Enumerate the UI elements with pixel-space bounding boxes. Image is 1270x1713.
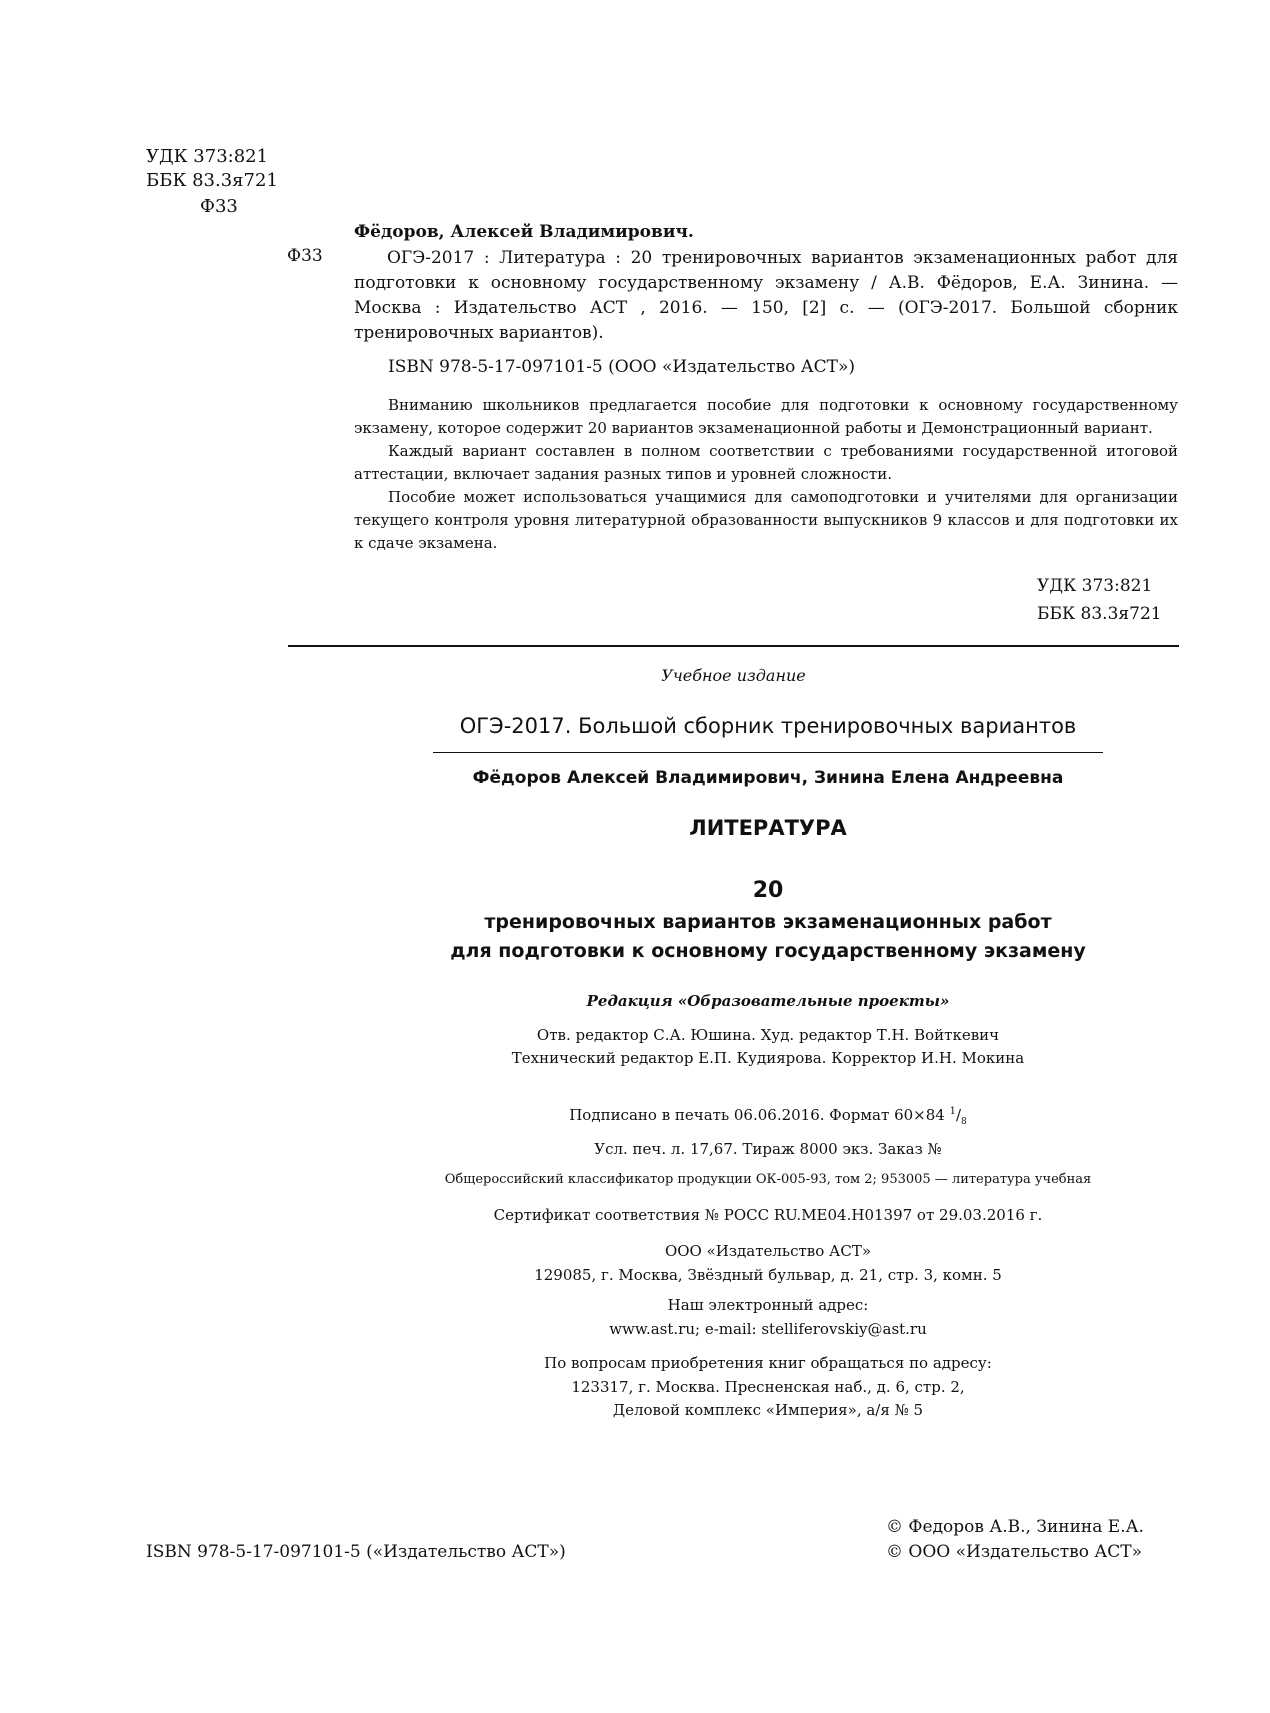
publisher-name: ООО «Издательство АСТ» [664,1242,872,1260]
copyright-authors: © Федоров А.В., Зинина Е.А. [886,1517,1144,1537]
catalog-isbn: ISBN 978-5-17-097101-5 (ООО «Издательство АСТ») [388,357,855,377]
publisher-address: 129085, г. Москва, Звёздный бульвар, д. 21, стр. 3, комн. 5 [534,1266,1002,1284]
editors-line1: Отв. редактор С.А. Юшина. Худ. редактор Т.Н. Войткевич [536,1026,1000,1044]
signed-to-print [433,1106,1103,1127]
imprint-subject: ЛИТЕРАТУРА [689,816,847,840]
email-heading: Наш электронный адрес: [667,1296,869,1314]
format-numerator: 1 [949,1106,956,1117]
imprint-subtitle-line2: для подготовки к основному государственному экзамену [450,940,1086,962]
imprint-subtitle-line1: тренировочных вариантов экзаменационных работ [484,911,1052,933]
catalog-bbk: ББК 83.3я721 [1037,604,1162,624]
annotation-paragraph: Вниманию школьников предлагается пособие для подготовки к основному государственному экзамену, которое содержит 20 вариантов экзаменационной работы и Демонстрационный вариант. [354,396,1178,437]
imprint-authors: Фёдоров Алексей Владимирович, Зинина Елена Андреевна [472,768,1064,788]
bbk-code: ББК 83.3я721 [146,170,278,191]
annotation-paragraph: Каждый вариант составлен в полном соответствии с требованиями государственной итоговой аттестации, включает задания разных типов и уровней сложности. [354,442,1178,483]
series-underline [433,752,1103,753]
author-sign: Ф33 [200,196,238,217]
footer-isbn: ISBN 978-5-17-097101-5 («Издательство АСТ») [146,1542,566,1562]
catalog-description: ОГЭ-2017 : Литература : 20 тренировочных вариантов экзаменационных работ для подготовки к основному государственному экзамену / А.В. Фёдоров, Е.А. Зинина. — Москва : Издательство АСТ , 2016. — 150, [2] с. — (ОГЭ-2017. Большой сборник тренировочных вариантов). [354,248,1178,343]
udk-code: УДК 373:821 [146,146,269,167]
copyright-publisher: © ООО «Издательство АСТ» [886,1542,1142,1562]
orders-address1: 123317, г. Москва. Пресненская наб., д. 6, стр. 2, [571,1378,965,1396]
redaction: Редакция «Образовательные проекты» [586,992,950,1010]
annotation-paragraph: Пособие может использоваться учащимися для самоподготовки и учителями для организации текущего контроля уровня литературной образованности выпускников 9 классов и для подготовки их к сдаче экзамена. [354,488,1178,552]
orders-address2: Деловой комплекс «Империя», а/я № 5 [612,1401,924,1419]
orders-heading: По вопросам приобретения книг обращаться по адресу: [544,1354,992,1372]
certificate: Сертификат соответствия № РОСС RU.МЕ04.Н01397 от 29.03.2016 г. [493,1206,1043,1224]
catalog-sign: Ф33 [287,246,323,266]
editors-line2: Технический редактор Е.П. Кудиярова. Корректор И.Н. Мокина [511,1049,1025,1067]
edition-type: Учебное издание [661,666,806,685]
catalog-author-heading: Фёдоров, Алексей Владимирович. [354,222,694,242]
email-line: www.ast.ru; e-mail: stelliferovskiy@ast.ru [609,1320,927,1338]
product-classifier: Общероссийский классификатор продукции ОК-005-93, том 2; 953005 — литература учебная [444,1172,1092,1187]
signed-text: Подписано в печать 06.06.2016. Формат 60×84 [569,1106,945,1124]
print-sheets: Усл. печ. л. 17,67. Тираж 8000 экз. Заказ № [594,1140,942,1158]
imprint-number: 20 [752,878,784,903]
catalog-udk: УДК 373:821 [1037,576,1153,596]
format-denominator: 8 [961,1117,967,1127]
format-fraction: $^1/_8$ [949,1106,967,1127]
section-divider [288,645,1179,647]
catalog-annotation [354,394,1178,555]
series-title: ОГЭ-2017. Большой сборник тренировочных вариантов [459,714,1077,738]
